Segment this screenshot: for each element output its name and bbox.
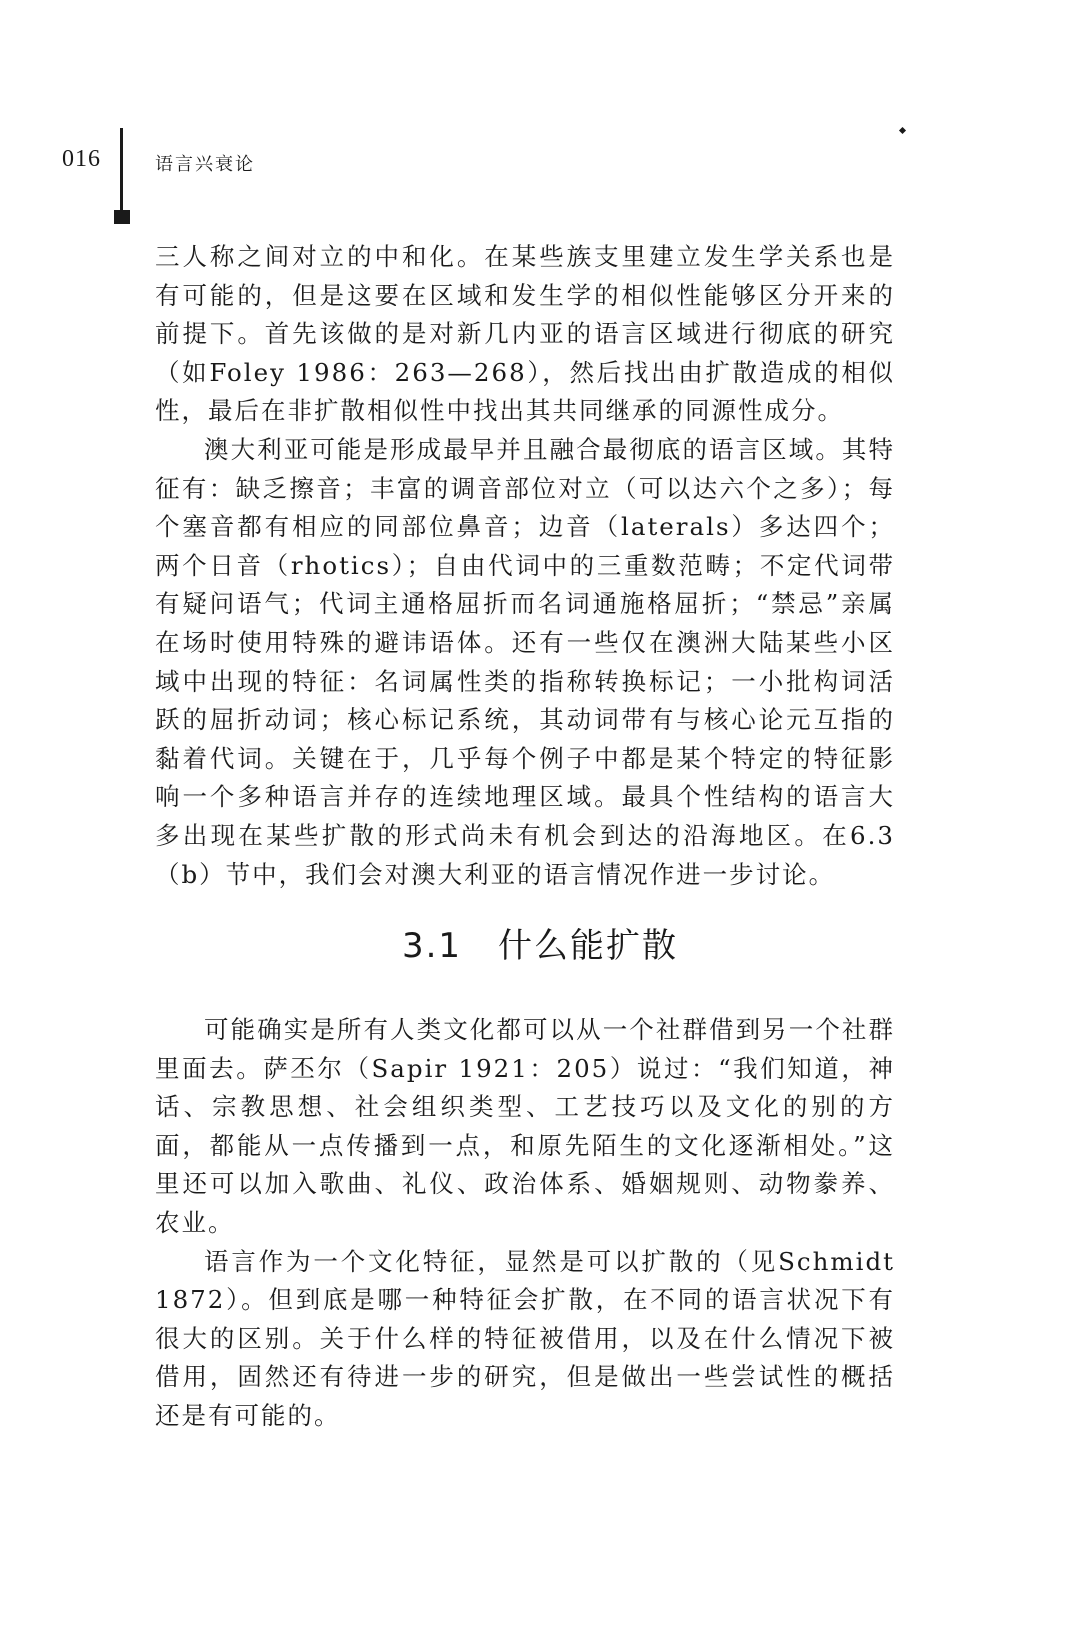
section-title: 什么能扩散 [498, 926, 679, 966]
header-rule [120, 128, 123, 218]
paragraph-continuation: 三人称之间对立的中和化。在某些族支里建立发生学关系也是有可能的，但是这要在区域和发生学的相似性能够区分开来的前提下。首先该做的是对新几内亚的语言区域进行彻底的研究（如Foley 1986：263—268），然后找出由扩散造成的相似性，最后在非扩散相似性中找出其共同继承的同源性成分。 [155, 242, 895, 426]
running-title: 语言兴衰论 [155, 154, 255, 175]
section-number: 3.1 [401, 926, 463, 966]
corner-mark [899, 127, 906, 134]
header-marker [114, 210, 130, 224]
text-block-before-section [155, 238, 895, 894]
text-block-after-section [155, 1011, 895, 1436]
paragraph-australia: 澳大利亚可能是形成最早并且融合最彻底的语言区域。其特征有：缺乏擦音；丰富的调音部位对立（可以达六个之多）；每个塞音都有相应的同部位鼻音；边音（laterals）多达四个；两个日音（rhotics）；自由代词中的三重数范畴；不定代词带有疑问语气；代词主通格屈折而名词通施格屈折；“禁忌”亲属在场时使用特殊的避讳语体。还有一些仅在澳洲大陆某些小区域中出现的特征：名词属性类的指称转换标记；一小批构词活跃的屈折动词；核心标记系统，其动词带有与核心论元互指的黏着代词。关键在于，几乎每个例子中都是某个特定的特征影响一个多种语言并存的连续地理区域。最具个性结构的语言大多出现在某些扩散的形式尚未有机会到达的沿海地区。在6.3（b）节中，我们会对澳大利亚的语言情况作进一步讨论。 [155, 434, 895, 889]
section-heading [0, 918, 1080, 967]
paragraph-language-diffusion: 语言作为一个文化特征，显然是可以扩散的（见Schmidt 1872）。但到底是哪一种特征会扩散，在不同的语言状况下有很大的区别。关于什么样的特征被借用，以及在什么情况下被借用，固然还有待进一步的研究，但是做出一些尝试性的概括还是有可能的。 [155, 1246, 895, 1430]
page-number: 016 [62, 146, 101, 172]
paragraph-cultural-borrowing: 可能确实是所有人类文化都可以从一个社群借到另一个社群里面去。萨丕尔（Sapir 1921：205）说过：“我们知道，神话、宗教思想、社会组织类型、工艺技巧以及文化的别的方面，都能从一点传播到一点，和原先陌生的文化逐渐相处。”这里还可以加入歌曲、礼仪、政治体系、婚姻规则、动物豢养、农业。 [155, 1015, 895, 1237]
